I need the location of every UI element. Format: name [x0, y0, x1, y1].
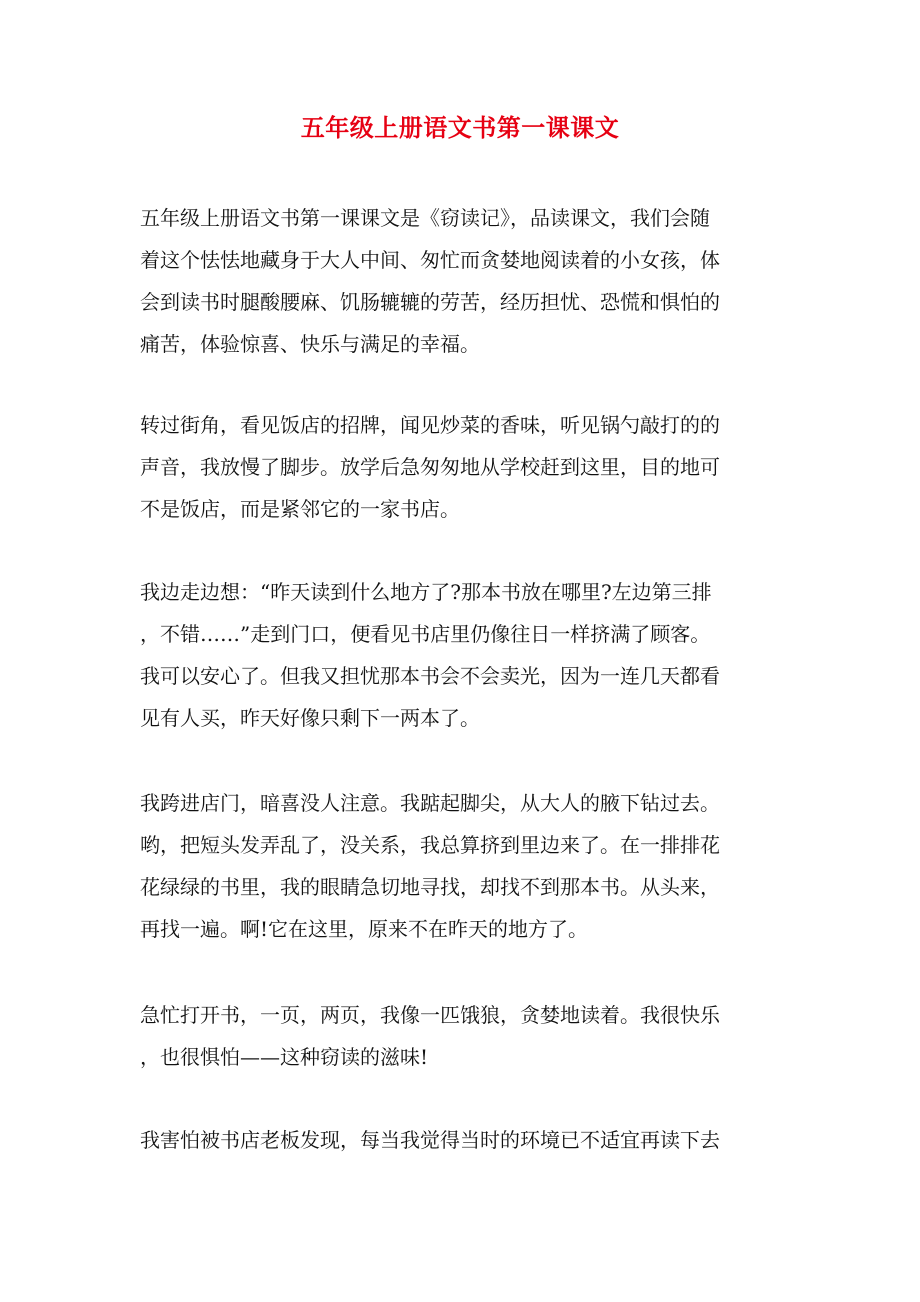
paragraph-line: 痛苦，体验惊喜、快乐与满足的幸福。 [140, 332, 480, 356]
paragraph-2 [140, 404, 780, 530]
paragraph-1 [140, 197, 780, 365]
paragraph-line: 转过街角，看见饭店的招牌，闻见炒菜的香味，听见锅勺敲打的的 [140, 413, 720, 437]
paragraph-5 [140, 994, 780, 1078]
paragraph-line: 着这个怯怯地藏身于大人中间、匆忙而贪婪地阅读着的小女孩，体 [140, 248, 720, 272]
document-title: 五年级上册语文书第一课课文 [300, 113, 620, 142]
paragraph-line: 声音，我放慢了脚步。放学后急匆匆地从学校赶到这里，目的地可 [140, 455, 720, 479]
paragraph-line: 急忙打开书，一页，两页，我像一匹饿狼，贪婪地读着。我很快乐 [140, 1003, 720, 1027]
paragraph-line: 会到读书时腿酸腰麻、饥肠辘辘的劳苦，经历担忧、恐慌和惧怕的 [140, 290, 720, 314]
paragraph-line: 花绿绿的书里，我的眼睛急切地寻找，却找不到那本书。从头来， [140, 875, 720, 899]
paragraph-line: 不是饭店，而是紧邻它的一家书店。 [140, 497, 460, 521]
paragraph-4 [140, 782, 780, 950]
paragraph-line: 哟，把短头发弄乱了，没关系，我总算挤到里边来了。在一排排花 [140, 833, 720, 857]
paragraph-6 [140, 1119, 780, 1161]
paragraph-line: 我跨进店门，暗喜没人注意。我踮起脚尖，从大人的腋下钻过去。 [140, 791, 720, 815]
paragraph-line: 五年级上册语文书第一课课文是《窃读记》，品读课文，我们会随 [140, 206, 710, 230]
paragraph-line: 我可以安心了。但我又担忧那本书会不会卖光，因为一连几天都看 [140, 664, 720, 688]
paragraph-line: ，不错……”走到门口，便看见书店里仍像往日一样挤满了顾客。 [140, 622, 711, 646]
paragraph-line: 见有人买，昨天好像只剩下一两本了。 [140, 706, 480, 730]
paragraph-line: ，也很惧怕——这种窃读的滋味! [140, 1045, 429, 1069]
paragraph-line: 我害怕被书店老板发现，每当我觉得当时的环境已不适宜再读下去 [140, 1128, 720, 1152]
paragraph-line: 我边走边想：“昨天读到什么地方了?那本书放在哪里?左边第三排 [140, 580, 712, 604]
paragraph-3 [140, 571, 780, 739]
paragraph-line: 再找一遍。啊!它在这里，原来不在昨天的地方了。 [140, 917, 589, 941]
